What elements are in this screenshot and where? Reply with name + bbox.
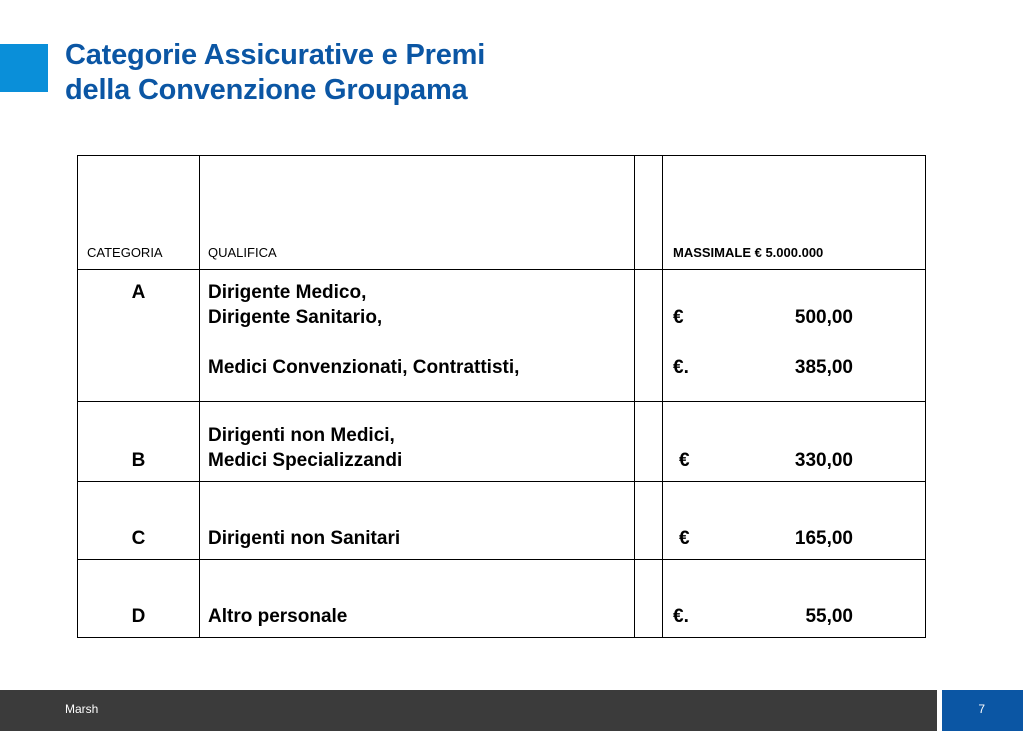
- premio-value: [671, 604, 853, 629]
- premio-value: [671, 305, 853, 330]
- premio-value: [671, 526, 853, 551]
- header-spacer: [635, 156, 663, 270]
- categoria-cell: A: [78, 270, 200, 402]
- premio-cell: [663, 560, 926, 638]
- premio-cell: [663, 402, 926, 482]
- currency-symbol: €: [679, 450, 690, 471]
- qualifica-line: Dirigente Medico,: [208, 282, 367, 303]
- footer-bar: [0, 690, 937, 731]
- spacer-cell: [635, 560, 663, 638]
- premio-cell: [663, 482, 926, 560]
- table-row: [78, 560, 926, 638]
- header-qualifica: QUALIFICA: [200, 156, 635, 270]
- spacer-cell: [635, 482, 663, 560]
- header-massimale: MASSIMALE € 5.000.000: [663, 156, 926, 270]
- header-categoria: CATEGORIA: [78, 156, 200, 270]
- qualifica-line: Dirigenti non Medici,: [208, 425, 395, 446]
- currency-symbol: €.: [673, 606, 689, 627]
- qualifica-line: Altro personale: [208, 606, 348, 627]
- qualifica-line: Medici Convenzionati, Contrattisti,: [208, 357, 520, 378]
- premio-amount: 165,00: [794, 528, 853, 549]
- page-number: 7: [978, 702, 985, 716]
- premi-table: [77, 155, 926, 638]
- premio-amount: 385,00: [794, 357, 853, 378]
- title-line-2: della Convenzione Groupama: [65, 74, 468, 106]
- qualifica-line: Dirigenti non Sanitari: [208, 528, 401, 549]
- slide-title: [65, 38, 485, 108]
- categoria-cell: C: [78, 482, 200, 560]
- table-row: [78, 402, 926, 482]
- premio-amount: 500,00: [794, 307, 853, 328]
- premio-cell: [663, 270, 926, 402]
- table-row: [78, 270, 926, 402]
- currency-symbol: €: [679, 528, 690, 549]
- spacer-cell: [635, 402, 663, 482]
- categoria-cell: B: [78, 402, 200, 482]
- qualifica-cell: [200, 402, 635, 482]
- currency-symbol: €.: [673, 357, 689, 378]
- title-line-1: Categorie Assicurative e Premi: [65, 39, 486, 71]
- footer-company: Marsh: [65, 702, 99, 716]
- qualifica-cell: [200, 482, 635, 560]
- premio-amount: 55,00: [805, 606, 853, 627]
- accent-square: [0, 44, 48, 92]
- page-number-box: [942, 690, 1023, 731]
- qualifica-line: Dirigente Sanitario,: [208, 307, 383, 328]
- qualifica-line: Medici Specializzandi: [208, 450, 403, 471]
- table-header-row: [78, 156, 926, 270]
- table-row: [78, 482, 926, 560]
- qualifica-cell: [200, 560, 635, 638]
- categoria-cell: D: [78, 560, 200, 638]
- qualifica-cell: [200, 270, 635, 402]
- currency-symbol: €: [673, 307, 684, 328]
- premio-amount: 330,00: [794, 450, 853, 471]
- premio-value: [671, 448, 853, 473]
- spacer-cell: [635, 270, 663, 402]
- premio-value: [671, 355, 853, 380]
